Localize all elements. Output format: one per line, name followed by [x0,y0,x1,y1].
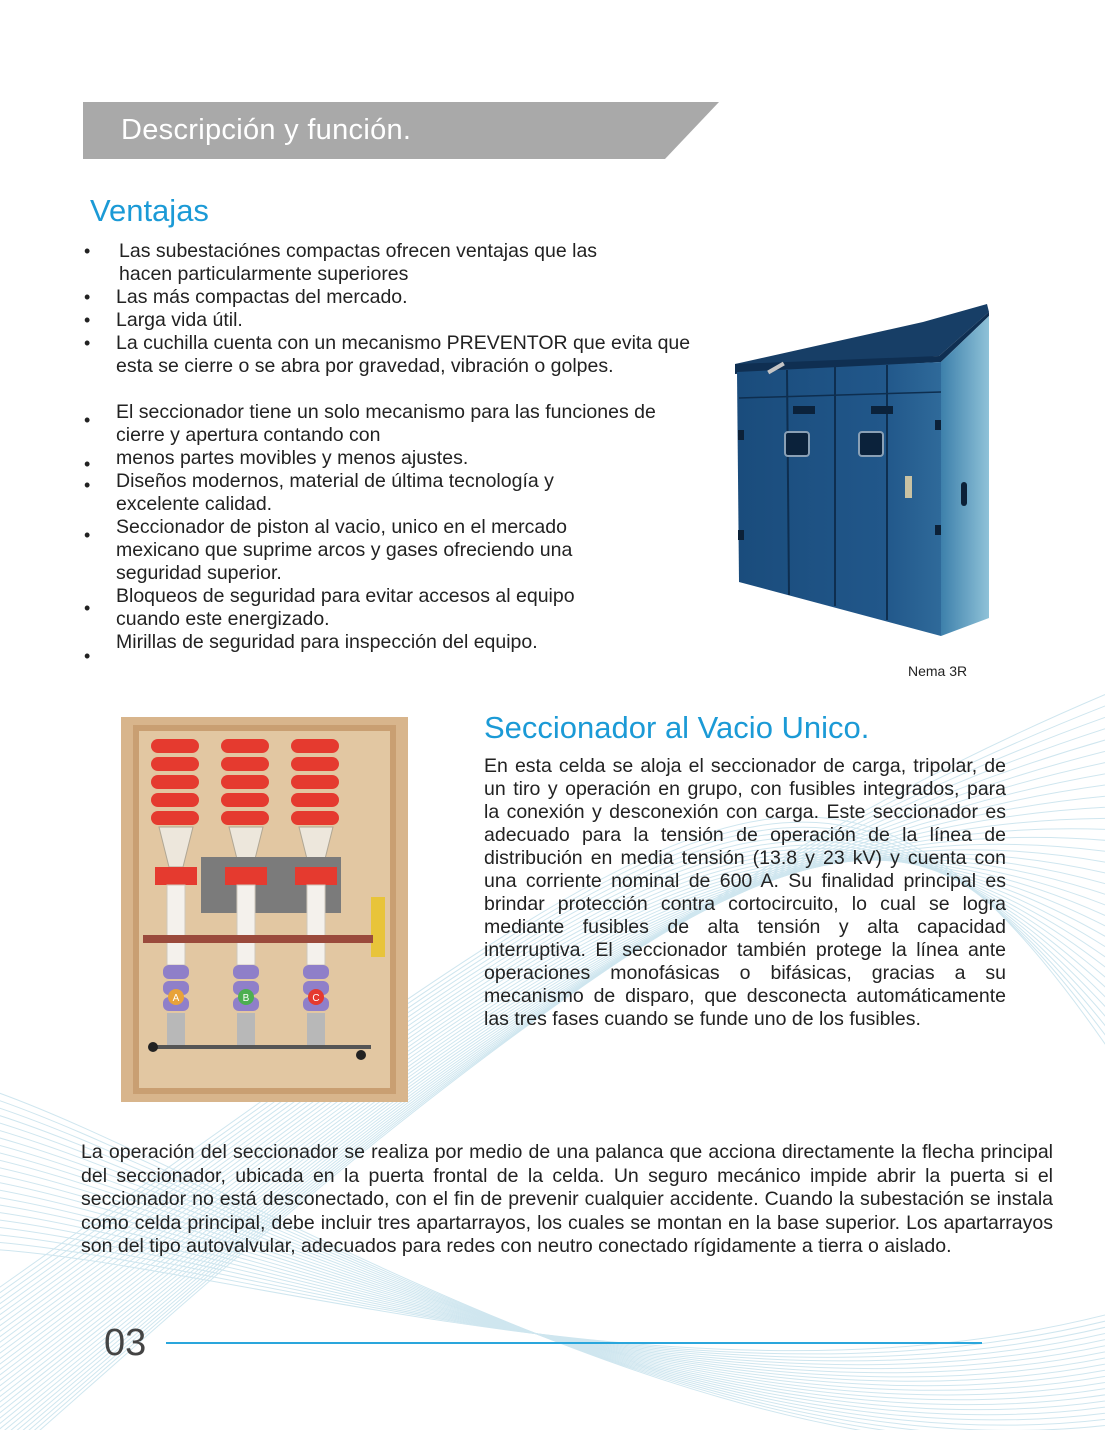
seccionador-paragraph: En esta celda se aloja el seccionador de carga, tripolar, de un tiro y operación en grupo, con fusibles integrados, para la conexión y desconexión con carga. Este seccionador es adecuado para la tensión de operación de la línea de distribución en media tensión (13.8 y 23 kV) y cuenta con una corriente nominal de 600 A. Su finalidad principal es brindar protección contra cortocircuito, lo cual se logra mediante fusibles de alta tensión y alta capacidad interruptiva. El seccionador también protege la línea ante operaciones monofásicas o bifásicas, gracias a su mecanismo de disparo, que desconecta automáticamente las tres fases cuando se funde uno de los fusibles. [484,755,1006,1030]
list-item: • menos partes movibles y menos ajustes. [84,447,469,474]
bullet-icon: • [84,525,91,545]
background-wave-line [0,1248,1105,1351]
list-item: • Las subestaciónes compactas ofrecen ventajas que las hacen particularmente superiores [84,240,598,285]
page-title: Descripción y función. [121,114,412,146]
bullet-icon: • [84,241,91,261]
enclosure-photo [727,300,989,652]
page-number: 03 [104,1322,147,1364]
bullet-icon: • [84,646,91,666]
phase-b-label: B [242,993,250,1004]
list-item: • El seccionador tiene un solo mecanismo para las funciones de cierre y apertura contando con [84,401,656,446]
ventajas-list [84,240,704,666]
bullet-icon: • [84,287,91,307]
list-item: • La cuchilla cuenta con un mecanismo PREVENTOR que evita que esta se cierre o se abra por gravedad, vibración o golpes. [84,332,691,377]
bullet-icon: • [84,410,91,430]
list-item: • Las más compactas del mercado. [84,286,408,308]
bullet-icon: • [84,598,91,618]
bullet-icon: • [84,333,91,353]
list-item: • Diseños modernos, material de última tecnología y excelente calidad. [84,470,554,515]
phase-a-label: A [172,993,180,1004]
switch-photo [121,717,408,1102]
background-wave-line [0,1088,1105,1430]
footer-divider [166,1342,982,1344]
bullet-icon: • [84,310,91,330]
bullet-icon: • [84,454,91,474]
bullet-icon: • [84,475,91,495]
list-item: • Larga vida útil. [84,309,243,331]
enclosure-caption: Nema 3R [908,663,968,679]
list-item: • Seccionador de piston al vacio, unico en el mercado mexicano que suprime arcos y gases ofreciendo una seguridad superior. [84,516,573,584]
operation-paragraph: La operación del seccionador se realiza por medio de una palanca que acciona directamente la flecha principal del seccionador, ubicada en la puerta frontal de la celda. Un seguro mecánico impide abrir la puerta si el seccionador no está desconectado, con el fin de prevenir cualquier accidente. Cuando la subestación se instala como celda principal, debe incluir tres apartarrayos, los cuales se montan en la base superior. Los apartarrayos son del tipo autovalvular, adecuados para redes con neutro conectado rígidamente a tierra o aislado. [81,1141,1053,1257]
phase-c-label: C [312,993,320,1004]
section-banner [83,102,719,159]
list-item: • Mirillas de seguridad para inspección del equipo. [84,631,538,666]
ventajas-heading: Ventajas [90,193,209,228]
seccionador-heading: Seccionador al Vacio Unico. [484,710,870,745]
list-item: • Bloqueos de seguridad para evitar accesos al equipo cuando este energizado. [84,585,575,630]
